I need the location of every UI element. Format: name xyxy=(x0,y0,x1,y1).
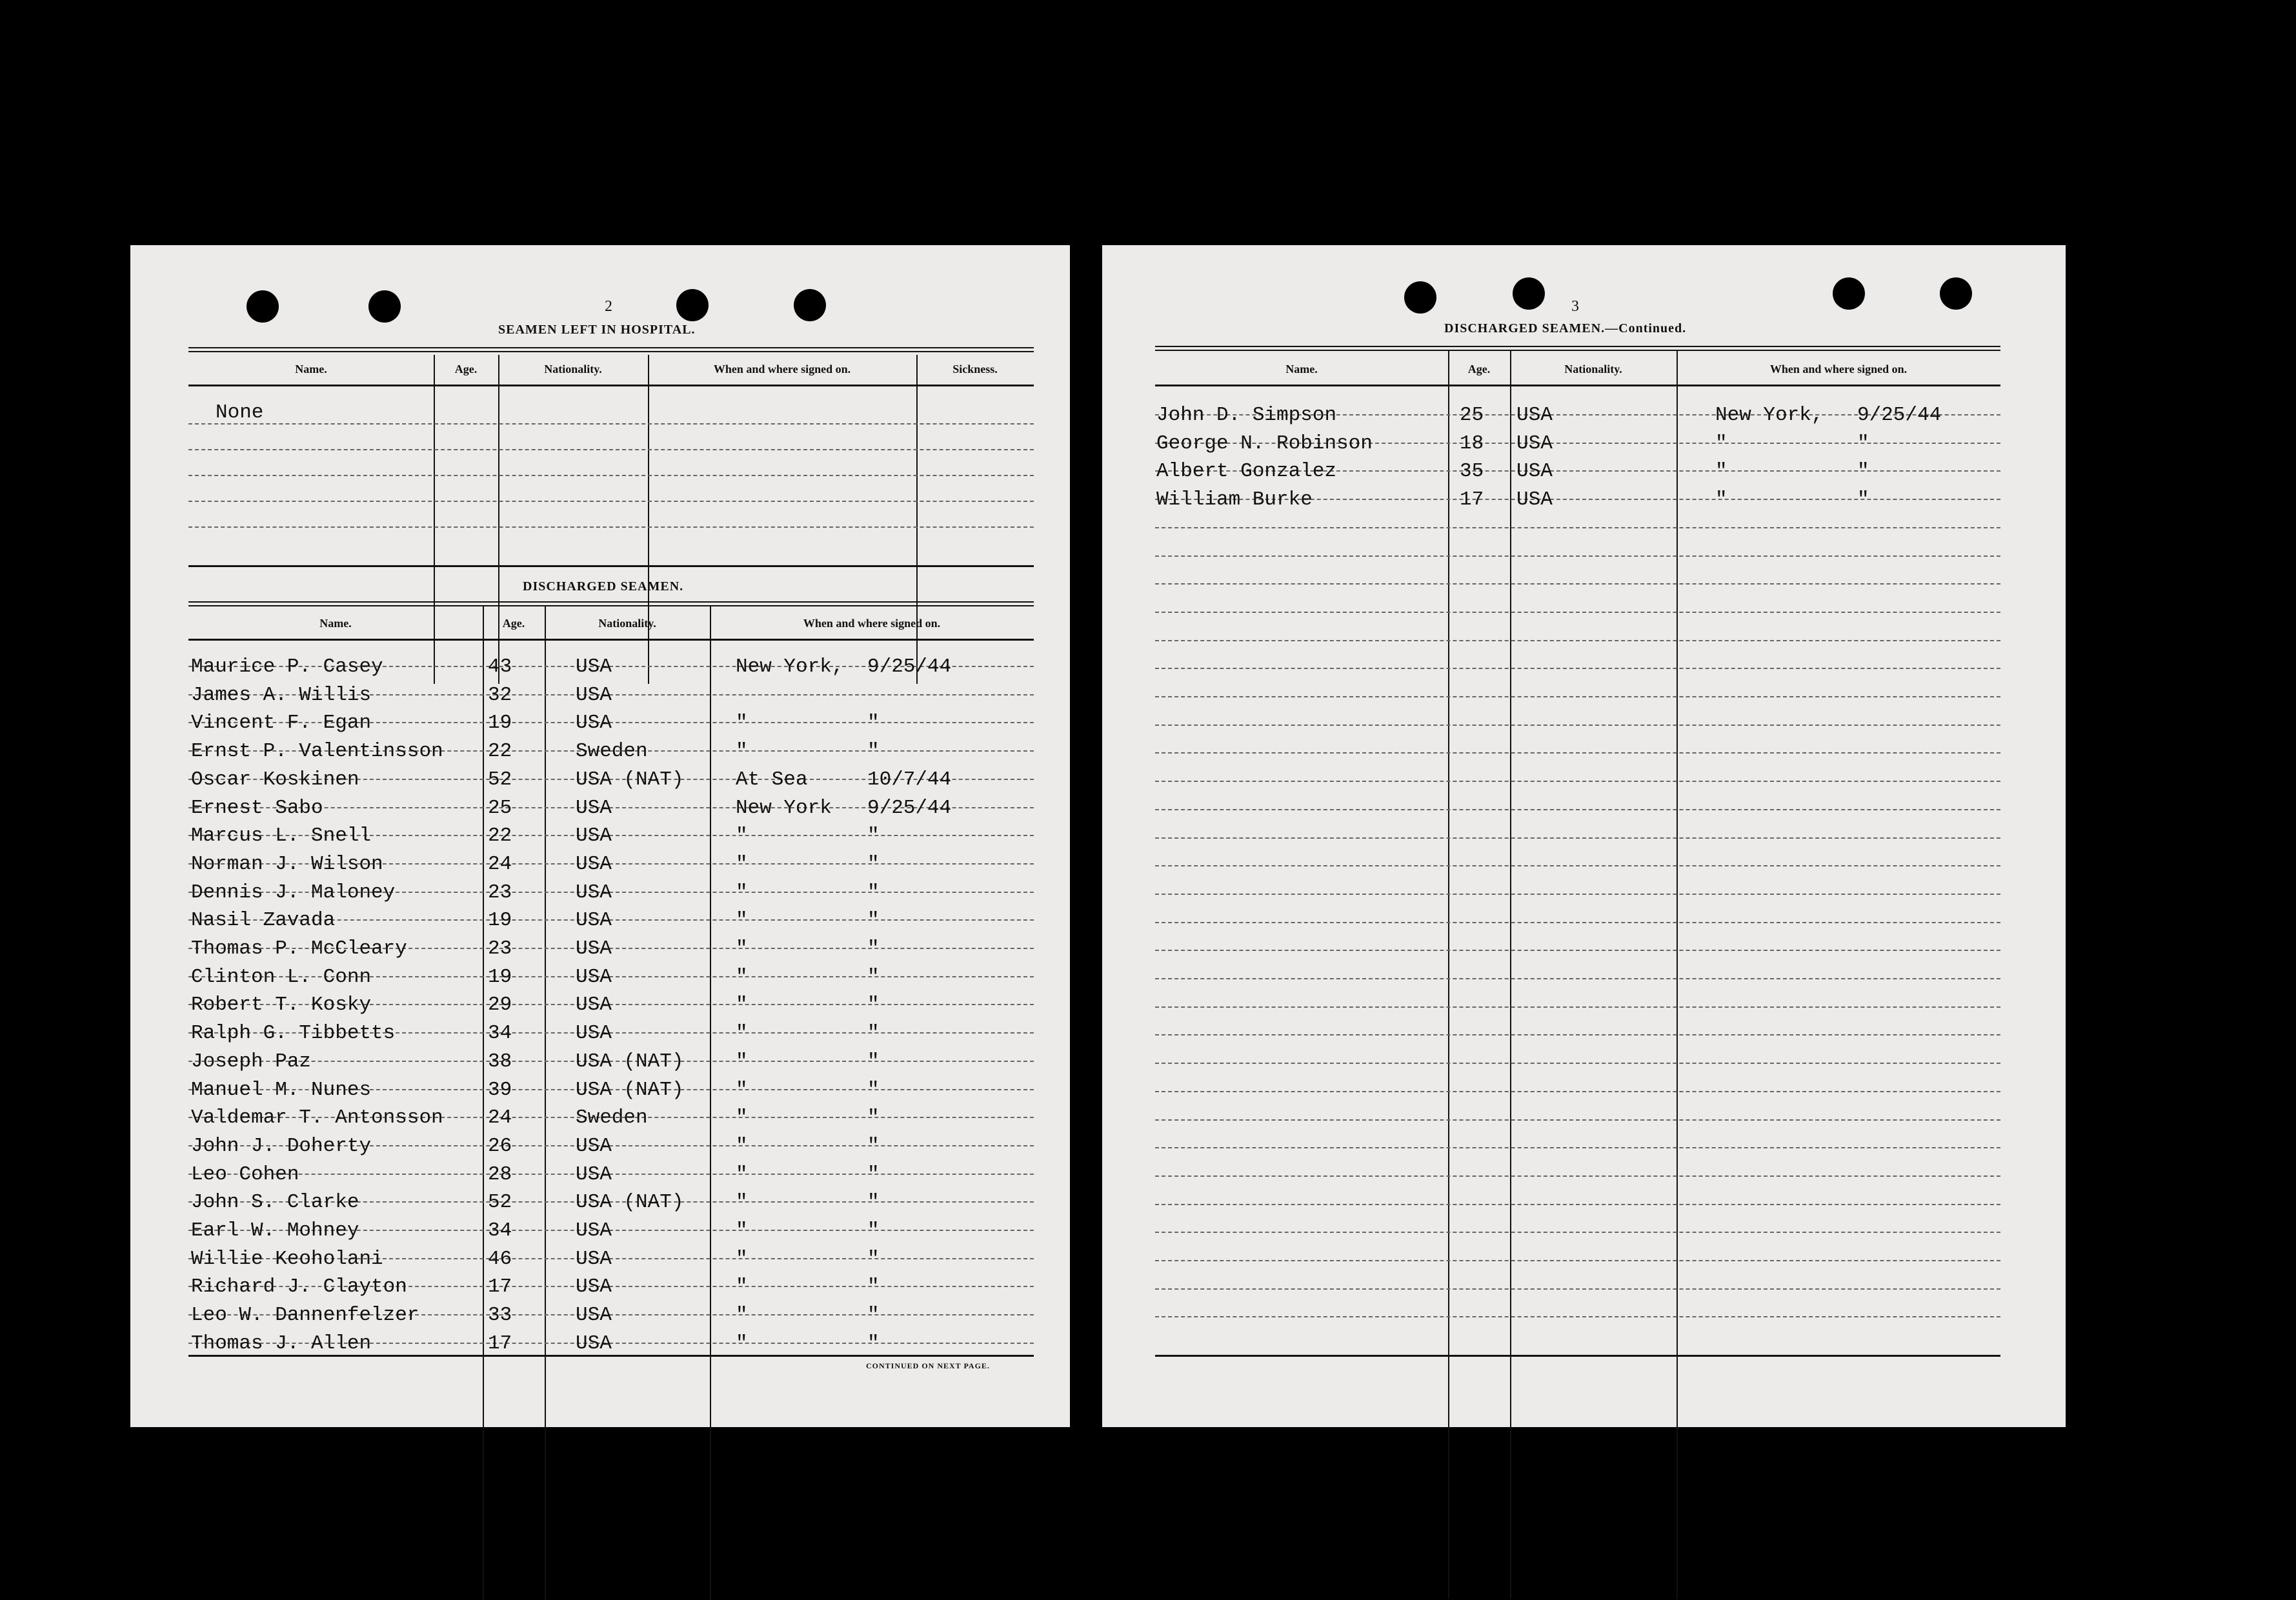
ruled-line xyxy=(1155,809,2000,810)
header-rule xyxy=(188,385,1034,386)
ruled-line xyxy=(1155,1175,2000,1177)
seaman-age: 24 xyxy=(488,1106,512,1130)
signed-on-place: " xyxy=(1715,432,1727,455)
ruled-line xyxy=(1155,612,2000,613)
punch-hole xyxy=(1940,277,1972,310)
seaman-nationality: USA xyxy=(576,937,612,960)
seaman-age: 38 xyxy=(488,1050,512,1073)
seaman-name: Clinton L. Conn xyxy=(191,965,372,988)
signed-on-date: 9/25/44 xyxy=(867,655,952,678)
seaman-nationality: USA xyxy=(1516,432,1553,455)
ruled-line xyxy=(1155,978,2000,979)
signed-on-place: " xyxy=(736,1163,748,1186)
ruled-line xyxy=(1155,583,2000,585)
seaman-name: Norman J. Wilson xyxy=(191,852,383,875)
seaman-age: 46 xyxy=(488,1247,512,1270)
ruled-line xyxy=(1155,950,2000,951)
seaman-age: 35 xyxy=(1460,460,1484,483)
signed-on-date: " xyxy=(867,1275,880,1299)
signed-on-place: At Sea xyxy=(736,768,808,791)
seaman-name: Ernst P. Valentinsson xyxy=(191,740,443,763)
ruled-line xyxy=(1155,1063,2000,1064)
signed-on-date: " xyxy=(867,994,880,1017)
ruled-line xyxy=(1155,668,2000,669)
column-divider xyxy=(916,355,918,684)
seaman-age: 43 xyxy=(488,655,512,678)
signed-on-place: " xyxy=(736,965,748,988)
signed-on-date: " xyxy=(867,1163,880,1186)
seaman-nationality: USA xyxy=(576,1304,612,1327)
table-rule xyxy=(188,565,1034,567)
seaman-age: 17 xyxy=(488,1275,512,1299)
seaman-nationality: Sweden xyxy=(576,740,648,763)
seaman-age: 25 xyxy=(488,796,512,819)
signed-on-date: " xyxy=(867,1022,880,1045)
signed-on-place: " xyxy=(1715,488,1727,512)
seaman-nationality: USA (NAT) xyxy=(576,1191,684,1214)
punch-hole xyxy=(794,289,826,321)
ruled-line xyxy=(1155,1260,2000,1261)
column-header-name: Name. xyxy=(295,363,327,375)
continued-note: CONTINUED ON NEXT PAGE. xyxy=(866,1361,990,1370)
seaman-nationality: USA xyxy=(576,683,612,706)
ruled-line xyxy=(1155,1204,2000,1205)
seaman-name: John J. Doherty xyxy=(191,1134,372,1157)
signed-on-date: " xyxy=(867,909,880,932)
signed-on-place: " xyxy=(736,852,748,875)
column-divider xyxy=(483,606,484,1600)
signed-on-date: " xyxy=(867,1050,880,1073)
column-divider xyxy=(498,355,499,684)
ruled-line xyxy=(1155,1232,2000,1233)
column-header-age: Age. xyxy=(502,617,525,630)
seaman-age: 24 xyxy=(488,852,512,875)
seaman-age: 17 xyxy=(488,1332,512,1355)
seaman-age: 23 xyxy=(488,937,512,960)
seaman-age: 26 xyxy=(488,1134,512,1157)
table-rule xyxy=(188,1355,1034,1357)
signed-on-date: " xyxy=(867,1078,880,1101)
seaman-age: 25 xyxy=(1460,404,1484,426)
ruled-line xyxy=(188,449,1034,450)
seaman-age: 23 xyxy=(488,881,512,904)
seaman-nationality: USA xyxy=(576,852,612,875)
seaman-name: George N. Robinson xyxy=(1156,432,1373,455)
seaman-name: Earl W. Mohney xyxy=(191,1219,359,1242)
seaman-nationality: USA xyxy=(576,1275,612,1299)
header-rule xyxy=(1155,385,2000,386)
punch-hole xyxy=(247,290,279,323)
table-rule xyxy=(188,601,1034,606)
page-number: 3 xyxy=(1571,298,1579,315)
ruled-line xyxy=(1155,1119,2000,1121)
signed-on-place: " xyxy=(736,1247,748,1270)
signed-on-date: 10/7/44 xyxy=(867,768,952,791)
seaman-nationality: USA xyxy=(576,1247,612,1270)
seaman-age: 28 xyxy=(488,1163,512,1186)
seaman-name: Willie Keoholani xyxy=(191,1247,383,1270)
seaman-age: 32 xyxy=(488,683,512,706)
seaman-nationality: Sweden xyxy=(576,1106,648,1130)
seaman-nationality: USA xyxy=(1516,404,1553,426)
signed-on-place: New York xyxy=(736,796,832,819)
column-header-signed-on: When and where signed on. xyxy=(803,617,941,630)
signed-on-place: " xyxy=(736,909,748,932)
seaman-nationality: USA xyxy=(576,712,612,735)
seaman-name: Maurice P. Casey xyxy=(191,655,383,678)
seaman-name: Leo Cohen xyxy=(191,1163,299,1186)
ruled-line xyxy=(1155,865,2000,866)
signed-on-place: " xyxy=(736,1022,748,1045)
ruled-line xyxy=(1155,725,2000,726)
signed-on-place: " xyxy=(736,1275,748,1299)
column-divider xyxy=(1677,351,1678,1599)
seaman-nationality: USA (NAT) xyxy=(576,1050,684,1073)
section-title-hospital: SEAMEN LEFT IN HOSPITAL. xyxy=(498,323,696,337)
ruled-line xyxy=(1155,640,2000,641)
column-header-signed-on: When and where signed on. xyxy=(1769,363,1908,375)
signed-on-place: " xyxy=(736,1050,748,1073)
seaman-name: Richard J. Clayton xyxy=(191,1275,407,1299)
signed-on-date: " xyxy=(867,937,880,960)
seaman-age: 19 xyxy=(488,712,512,735)
seaman-nationality: USA xyxy=(576,881,612,904)
ruled-line xyxy=(1155,696,2000,697)
ruled-line xyxy=(1155,1006,2000,1008)
seaman-name: John S. Clarke xyxy=(191,1191,359,1214)
signed-on-date: " xyxy=(867,1247,880,1270)
header-rule xyxy=(188,639,1034,641)
ruled-line xyxy=(1155,1288,2000,1290)
punch-hole xyxy=(1833,277,1865,310)
signed-on-place: " xyxy=(736,1191,748,1214)
column-header-signed-on: When and where signed on. xyxy=(713,363,851,375)
seaman-age: 19 xyxy=(488,909,512,932)
seaman-name: Leo W. Dannenfelzer xyxy=(191,1304,419,1327)
ruled-line xyxy=(188,475,1034,476)
signed-on-place: " xyxy=(736,712,748,735)
ruled-line xyxy=(1155,837,2000,839)
column-divider xyxy=(545,606,546,1600)
signed-on-date: " xyxy=(867,852,880,875)
table-rule xyxy=(1155,346,2000,351)
table-rule xyxy=(188,347,1034,352)
signed-on-date: " xyxy=(867,712,880,735)
seaman-age: 52 xyxy=(488,1191,512,1214)
seaman-nationality: USA xyxy=(576,655,612,678)
seaman-name: Manuel M. Nunes xyxy=(191,1078,372,1101)
signed-on-place: " xyxy=(736,1304,748,1327)
column-header-age: Age. xyxy=(454,363,478,375)
ruled-line xyxy=(1155,781,2000,782)
hospital-entry: None xyxy=(216,401,264,424)
punch-hole xyxy=(1404,281,1436,314)
ruled-line xyxy=(1155,527,2000,528)
column-header-age: Age. xyxy=(1467,363,1491,375)
signed-on-place: " xyxy=(736,881,748,904)
right-page xyxy=(1102,245,2066,1427)
seaman-nationality: USA xyxy=(576,796,612,819)
signed-on-date: " xyxy=(867,825,880,848)
column-header-name: Name. xyxy=(319,617,352,630)
seaman-nationality: USA xyxy=(576,825,612,848)
seaman-nationality: USA xyxy=(576,909,612,932)
left-page xyxy=(130,245,1070,1427)
seaman-name: William Burke xyxy=(1156,488,1313,512)
column-divider xyxy=(710,606,711,1600)
seaman-nationality: USA (NAT) xyxy=(576,768,684,791)
signed-on-date: 9/25/44 xyxy=(867,796,952,819)
seaman-age: 18 xyxy=(1460,432,1484,455)
ruled-line xyxy=(1155,1091,2000,1092)
seaman-age: 22 xyxy=(488,740,512,763)
signed-on-date: " xyxy=(867,1332,880,1355)
ruled-line xyxy=(1155,1316,2000,1317)
signed-on-date: 9/25/44 xyxy=(1857,404,1942,426)
signed-on-place: " xyxy=(736,1134,748,1157)
seaman-age: 34 xyxy=(488,1219,512,1242)
seaman-nationality: USA xyxy=(1516,488,1553,512)
seaman-name: Marcus L. Snell xyxy=(191,825,372,848)
column-divider xyxy=(1448,351,1449,1599)
ruled-line xyxy=(1155,555,2000,557)
table-rule xyxy=(1155,1355,2000,1357)
signed-on-date: " xyxy=(867,1219,880,1242)
seaman-age: 29 xyxy=(488,994,512,1017)
signed-on-date: " xyxy=(867,740,880,763)
signed-on-place: " xyxy=(1715,460,1727,483)
column-header-name: Name. xyxy=(1285,363,1318,375)
section-title-discharged-continued: DISCHARGED SEAMEN.—Continued. xyxy=(1444,321,1687,335)
punch-hole xyxy=(368,290,401,323)
ruled-line xyxy=(188,526,1034,528)
seaman-age: 33 xyxy=(488,1304,512,1327)
seaman-nationality: USA xyxy=(576,994,612,1017)
seaman-name: Valdemar T. Antonsson xyxy=(191,1106,443,1130)
ruled-line xyxy=(1155,752,2000,754)
column-divider xyxy=(434,355,435,684)
column-header-nationality: Nationality. xyxy=(544,363,602,375)
signed-on-place: " xyxy=(736,1332,748,1355)
punch-hole xyxy=(1513,277,1545,310)
seaman-name: Dennis J. Maloney xyxy=(191,881,396,904)
seaman-age: 17 xyxy=(1460,488,1484,512)
column-header-sickness: Sickness. xyxy=(952,363,998,375)
column-divider xyxy=(1510,351,1511,1599)
signed-on-date: " xyxy=(1857,488,1869,512)
seaman-name: Vincent F. Egan xyxy=(191,712,372,735)
signed-on-date: " xyxy=(867,881,880,904)
signed-on-date: " xyxy=(1857,432,1869,455)
seaman-age: 39 xyxy=(488,1078,512,1101)
signed-on-date: " xyxy=(867,1106,880,1130)
signed-on-place: " xyxy=(736,1106,748,1130)
seaman-name: Oscar Koskinen xyxy=(191,768,359,791)
seaman-name: John D. Simpson xyxy=(1156,404,1337,426)
signed-on-place: " xyxy=(736,1078,748,1101)
signed-on-date: " xyxy=(1857,460,1869,483)
seaman-age: 52 xyxy=(488,768,512,791)
signed-on-date: " xyxy=(867,965,880,988)
ruled-line xyxy=(188,501,1034,502)
ruled-line xyxy=(188,423,1034,425)
signed-on-place: " xyxy=(736,1219,748,1242)
signed-on-place: " xyxy=(736,994,748,1017)
page-number: 2 xyxy=(605,298,612,315)
seaman-name: Joseph Paz xyxy=(191,1050,312,1073)
seaman-name: Ernest Sabo xyxy=(191,796,323,819)
ruled-line xyxy=(1155,922,2000,923)
seaman-nationality: USA xyxy=(576,1163,612,1186)
signed-on-place: " xyxy=(736,825,748,848)
section-title-discharged: DISCHARGED SEAMEN. xyxy=(523,579,684,594)
seaman-nationality: USA xyxy=(576,965,612,988)
column-header-nationality: Nationality. xyxy=(598,617,656,630)
punch-hole xyxy=(676,289,709,321)
seaman-nationality: USA xyxy=(576,1332,612,1355)
seaman-name: Albert Gonzalez xyxy=(1156,460,1337,483)
seaman-nationality: USA xyxy=(576,1134,612,1157)
seaman-nationality: USA (NAT) xyxy=(576,1078,684,1101)
seaman-nationality: USA xyxy=(1516,460,1553,483)
ruled-line xyxy=(1155,894,2000,895)
seaman-nationality: USA xyxy=(576,1022,612,1045)
signed-on-place: New York, xyxy=(1715,404,1824,426)
ruled-line xyxy=(1155,1147,2000,1148)
seaman-age: 22 xyxy=(488,825,512,848)
seaman-nationality: USA xyxy=(576,1219,612,1242)
signed-on-date: " xyxy=(867,1134,880,1157)
signed-on-date: " xyxy=(867,1304,880,1327)
column-header-nationality: Nationality. xyxy=(1564,363,1622,375)
seaman-name: Robert T. Kosky xyxy=(191,994,372,1017)
column-divider xyxy=(648,355,649,684)
signed-on-place: " xyxy=(736,937,748,960)
seaman-name: James A. Willis xyxy=(191,683,372,706)
seaman-age: 19 xyxy=(488,965,512,988)
seaman-age: 34 xyxy=(488,1022,512,1045)
seaman-name: Thomas J. Allen xyxy=(191,1332,372,1355)
signed-on-place: " xyxy=(736,740,748,763)
signed-on-date: " xyxy=(867,1191,880,1214)
signed-on-place: New York, xyxy=(736,655,844,678)
seaman-name: Thomas P. McCleary xyxy=(191,937,407,960)
seaman-name: Ralph G. Tibbetts xyxy=(191,1022,396,1045)
seaman-name: Nasil Zavada xyxy=(191,909,336,932)
ruled-line xyxy=(1155,1034,2000,1035)
